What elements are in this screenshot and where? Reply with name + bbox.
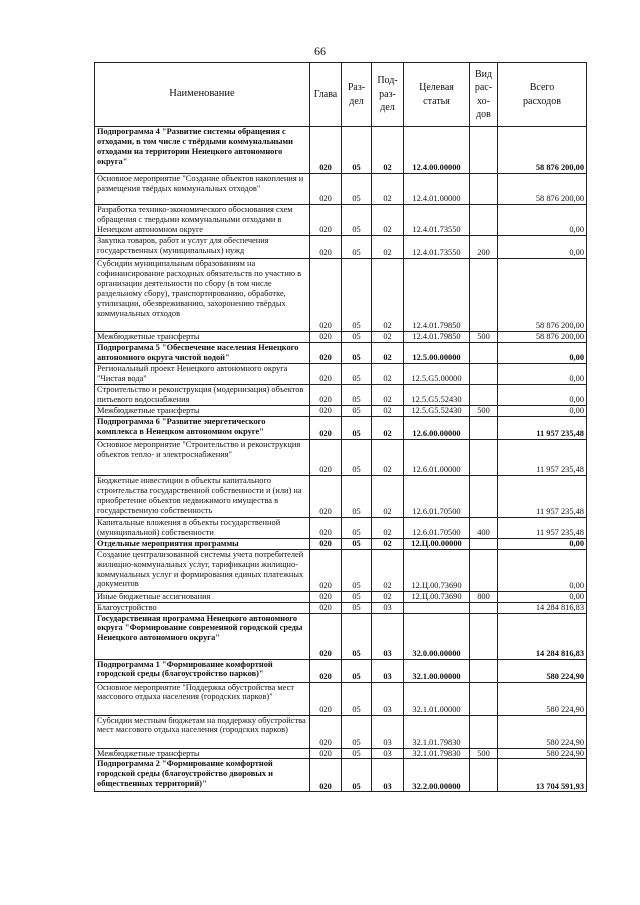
row-name: Отдельные мероприятия программы — [95, 538, 310, 549]
row-target: 12.Ц.00.00000 — [404, 538, 470, 549]
row-section: 05 — [342, 602, 372, 613]
row-target: 12.4.01.73550 — [404, 205, 470, 236]
table-row — [95, 332, 587, 343]
table-row — [95, 205, 587, 236]
row-section: 05 — [342, 363, 372, 384]
row-target: 12.Ц.00.73690 — [404, 549, 470, 591]
row-section: 05 — [342, 205, 372, 236]
row-section: 05 — [342, 236, 372, 259]
row-section: 05 — [342, 416, 372, 439]
row-expense-type — [470, 127, 498, 174]
row-expense-type: 500 — [470, 332, 498, 343]
row-expense-type: 500 — [470, 748, 498, 759]
row-subsection: 02 — [372, 475, 404, 517]
row-chapter: 020 — [310, 475, 342, 517]
header-name: Наименование — [95, 63, 310, 127]
row-chapter: 020 — [310, 439, 342, 475]
row-expense-type — [470, 602, 498, 613]
table-row — [95, 127, 587, 174]
table-body — [95, 127, 587, 792]
row-total: 580 224,90 — [498, 682, 587, 715]
row-section: 05 — [342, 538, 372, 549]
row-total: 0,00 — [498, 591, 587, 602]
row-name: Подпрограмма 4 "Развитие системы обращения с отходами, в том числе с твёрдыми коммунальными отходами на территории Ненецкого автономного округа" — [95, 127, 310, 174]
row-chapter: 020 — [310, 549, 342, 591]
row-expense-type — [470, 659, 498, 682]
row-section: 05 — [342, 439, 372, 475]
row-total: 580 224,90 — [498, 715, 587, 748]
row-expense-type — [470, 613, 498, 659]
row-name: Подпрограмма 1 "Формирование комфортной городской среды (благоустройство парков)" — [95, 659, 310, 682]
row-expense-type — [470, 205, 498, 236]
table-header-row — [95, 63, 587, 127]
table-row — [95, 363, 587, 384]
row-subsection: 03 — [372, 602, 404, 613]
row-section: 05 — [342, 591, 372, 602]
row-subsection: 02 — [372, 236, 404, 259]
row-chapter: 020 — [310, 759, 342, 792]
row-chapter: 020 — [310, 174, 342, 205]
row-subsection: 03 — [372, 682, 404, 715]
table-row — [95, 748, 587, 759]
row-section: 05 — [342, 549, 372, 591]
table-row — [95, 682, 587, 715]
row-total: 11 957 235,48 — [498, 416, 587, 439]
row-chapter: 020 — [310, 363, 342, 384]
row-subsection: 02 — [372, 591, 404, 602]
row-chapter: 020 — [310, 332, 342, 343]
row-expense-type: 800 — [470, 591, 498, 602]
row-expense-type — [470, 439, 498, 475]
row-chapter: 020 — [310, 259, 342, 332]
row-expense-type — [470, 342, 498, 363]
table-row — [95, 759, 587, 792]
row-chapter: 020 — [310, 538, 342, 549]
row-section: 05 — [342, 384, 372, 405]
row-chapter: 020 — [310, 384, 342, 405]
header-total: Всего расходов — [498, 63, 587, 127]
table-row — [95, 475, 587, 517]
row-total: 13 704 591,93 — [498, 759, 587, 792]
row-section: 05 — [342, 174, 372, 205]
row-section: 05 — [342, 259, 372, 332]
table-row — [95, 259, 587, 332]
row-subsection: 03 — [372, 715, 404, 748]
row-target: 12.4.01.73550 — [404, 236, 470, 259]
row-expense-type — [470, 384, 498, 405]
row-name: Подпрограмма 2 "Формирование комфортной городской среды (благоустройство дворовых и общественных территорий)" — [95, 759, 310, 792]
table-row — [95, 174, 587, 205]
row-subsection: 03 — [372, 759, 404, 792]
row-chapter: 020 — [310, 517, 342, 538]
row-expense-type — [470, 174, 498, 205]
row-expense-type — [470, 682, 498, 715]
row-target: 12.6.01.70500 — [404, 475, 470, 517]
row-expense-type — [470, 759, 498, 792]
row-subsection: 02 — [372, 517, 404, 538]
row-section: 05 — [342, 613, 372, 659]
row-name: Субсидии муниципальным образованиям на софинансирование расходных обязательств по участию в организации деятельности по сбору (в том числе раздельному сбору), транспортированию, обработке, утилизации, обезвреживанию, захоронению твёрдых коммунальных отходов — [95, 259, 310, 332]
row-subsection: 02 — [372, 538, 404, 549]
row-name: Благоустройство — [95, 602, 310, 613]
table-row — [95, 342, 587, 363]
row-name: Создание централизованной системы учета потребителей жилищно-коммунальных услуг, тарификации жилищно-коммунальных услуг и формирования единых платежных документов — [95, 549, 310, 591]
row-total: 11 957 235,48 — [498, 475, 587, 517]
table-row — [95, 416, 587, 439]
header-target: Целевая статья — [404, 63, 470, 127]
row-total: 0,00 — [498, 363, 587, 384]
row-subsection: 03 — [372, 659, 404, 682]
row-chapter: 020 — [310, 342, 342, 363]
row-target: 32.2.00.00000 — [404, 759, 470, 792]
row-expense-type: 200 — [470, 236, 498, 259]
row-section: 05 — [342, 682, 372, 715]
row-target: 12.5.G5.00000 — [404, 363, 470, 384]
row-target: 32.1.01.79830 — [404, 715, 470, 748]
row-subsection: 02 — [372, 127, 404, 174]
table-row — [95, 715, 587, 748]
row-name: Субсидии местным бюджетам на поддержку обустройства мест массового отдыха населения (городских парков) — [95, 715, 310, 748]
row-name: Межбюджетные трансферты — [95, 332, 310, 343]
row-target — [404, 602, 470, 613]
row-section: 05 — [342, 342, 372, 363]
row-total: 14 284 816,83 — [498, 602, 587, 613]
row-subsection: 03 — [372, 748, 404, 759]
table-row — [95, 236, 587, 259]
row-total: 14 284 816,83 — [498, 613, 587, 659]
row-expense-type — [470, 715, 498, 748]
row-subsection: 02 — [372, 259, 404, 332]
table-row — [95, 538, 587, 549]
table-row — [95, 549, 587, 591]
row-total: 58 876 200,00 — [498, 259, 587, 332]
row-subsection: 03 — [372, 613, 404, 659]
row-chapter: 020 — [310, 591, 342, 602]
row-subsection: 02 — [372, 549, 404, 591]
row-target: 12.4.00.00000 — [404, 127, 470, 174]
row-chapter: 020 — [310, 405, 342, 416]
row-target: 32.1.01.00000 — [404, 682, 470, 715]
row-name: Государственная программа Ненецкого автономного округа "Формирование современной городской среды Ненецкого автономного округа" — [95, 613, 310, 659]
row-chapter: 020 — [310, 236, 342, 259]
table-row — [95, 384, 587, 405]
row-section: 05 — [342, 332, 372, 343]
row-target: 32.1.00.00000 — [404, 659, 470, 682]
header-type: Вид рас- хо- дов — [470, 63, 498, 127]
row-chapter: 020 — [310, 416, 342, 439]
row-expense-type: 400 — [470, 517, 498, 538]
row-chapter: 020 — [310, 682, 342, 715]
row-name: Основное мероприятие "Поддержка обустройства мест массового отдыха населения (городских парков)" — [95, 682, 310, 715]
row-target: 12.4.01.79850 — [404, 332, 470, 343]
row-total: 0,00 — [498, 384, 587, 405]
row-total: 0,00 — [498, 549, 587, 591]
row-subsection: 02 — [372, 174, 404, 205]
row-name: Строительство и реконструкция (модернизация) объектов питьевого водоснабжения — [95, 384, 310, 405]
row-total: 580 224,90 — [498, 748, 587, 759]
row-target: 12.4.01.79850 — [404, 259, 470, 332]
row-total: 0,00 — [498, 342, 587, 363]
row-name: Региональный проект Ненецкого автономного округа "Чистая вода" — [95, 363, 310, 384]
row-name: Межбюджетные трансферты — [95, 405, 310, 416]
row-section: 05 — [342, 659, 372, 682]
row-section: 05 — [342, 517, 372, 538]
budget-table — [94, 62, 587, 792]
row-subsection: 02 — [372, 384, 404, 405]
row-subsection: 02 — [372, 205, 404, 236]
row-section: 05 — [342, 475, 372, 517]
row-target: 12.5.G5.52430 — [404, 405, 470, 416]
row-expense-type — [470, 538, 498, 549]
row-target: 12.6.00.00000 — [404, 416, 470, 439]
row-chapter: 020 — [310, 602, 342, 613]
row-target: 12.6.01.70500 — [404, 517, 470, 538]
row-section: 05 — [342, 759, 372, 792]
row-subsection: 02 — [372, 363, 404, 384]
row-target: 32.0.00.00000 — [404, 613, 470, 659]
row-expense-type: 500 — [470, 405, 498, 416]
page-number: 66 — [314, 44, 326, 58]
row-name: Основное мероприятие "Строительство и реконструкция объектов тепло- и электроснабжения" — [95, 439, 310, 475]
row-expense-type — [470, 363, 498, 384]
row-name: Подпрограмма 5 "Обеспечение населения Ненецкого автономного округа чистой водой" — [95, 342, 310, 363]
row-chapter: 020 — [310, 205, 342, 236]
row-section: 05 — [342, 405, 372, 416]
row-total: 58 876 200,00 — [498, 127, 587, 174]
row-subsection: 02 — [372, 405, 404, 416]
row-target: 12.5.00.00000 — [404, 342, 470, 363]
row-name: Бюджетные инвестиции в объекты капитального строительства государственной собственности и (или) на приобретение объектов недвижимого имущества в государственную собственность — [95, 475, 310, 517]
row-total: 0,00 — [498, 405, 587, 416]
row-total: 11 957 235,48 — [498, 439, 587, 475]
row-expense-type — [470, 416, 498, 439]
row-name: Иные бюджетные ассигнования — [95, 591, 310, 602]
table-row — [95, 659, 587, 682]
row-total: 11 957 235,48 — [498, 517, 587, 538]
table-row — [95, 405, 587, 416]
row-name: Основное мероприятие "Создание объектов накопления и размещения твёрдых коммунальных отходов" — [95, 174, 310, 205]
row-subsection: 02 — [372, 439, 404, 475]
row-expense-type — [470, 259, 498, 332]
row-total: 0,00 — [498, 538, 587, 549]
row-target: 12.4.01.00000 — [404, 174, 470, 205]
row-total: 580 224,90 — [498, 659, 587, 682]
row-name: Подпрограмма 6 "Развитие энергетического комплекса в Ненецком автономном округе" — [95, 416, 310, 439]
row-target: 12.6.01.00000 — [404, 439, 470, 475]
table-row — [95, 602, 587, 613]
row-section: 05 — [342, 127, 372, 174]
table-row — [95, 439, 587, 475]
row-total: 58 876 200,00 — [498, 332, 587, 343]
table-row — [95, 517, 587, 538]
header-subsection: Под- раз- дел — [372, 63, 404, 127]
row-total: 0,00 — [498, 236, 587, 259]
row-subsection: 02 — [372, 332, 404, 343]
row-section: 05 — [342, 748, 372, 759]
row-name: Разработка технико-экономического обоснования схем обращения с твердыми коммунальными отходами в Ненецком автономном округе — [95, 205, 310, 236]
row-name: Капитальные вложения в объекты государственной (муниципальной) собственности — [95, 517, 310, 538]
row-target: 12.5.G5.52430 — [404, 384, 470, 405]
row-expense-type — [470, 549, 498, 591]
row-subsection: 02 — [372, 342, 404, 363]
row-section: 05 — [342, 715, 372, 748]
header-section: Раз- дел — [342, 63, 372, 127]
row-chapter: 020 — [310, 748, 342, 759]
row-expense-type — [470, 475, 498, 517]
row-target: 12.Ц.00.73690 — [404, 591, 470, 602]
row-chapter: 020 — [310, 715, 342, 748]
row-name: Межбюджетные трансферты — [95, 748, 310, 759]
row-target: 32.1.01.79830 — [404, 748, 470, 759]
row-chapter: 020 — [310, 659, 342, 682]
table-row — [95, 591, 587, 602]
row-subsection: 02 — [372, 416, 404, 439]
table-row — [95, 613, 587, 659]
row-chapter: 020 — [310, 127, 342, 174]
row-name: Закупка товаров, работ и услуг для обеспечения государственных (муниципальных) нужд — [95, 236, 310, 259]
row-total: 58 876 200,00 — [498, 174, 587, 205]
header-chapter: Глава — [310, 63, 342, 127]
row-chapter: 020 — [310, 613, 342, 659]
row-total: 0,00 — [498, 205, 587, 236]
